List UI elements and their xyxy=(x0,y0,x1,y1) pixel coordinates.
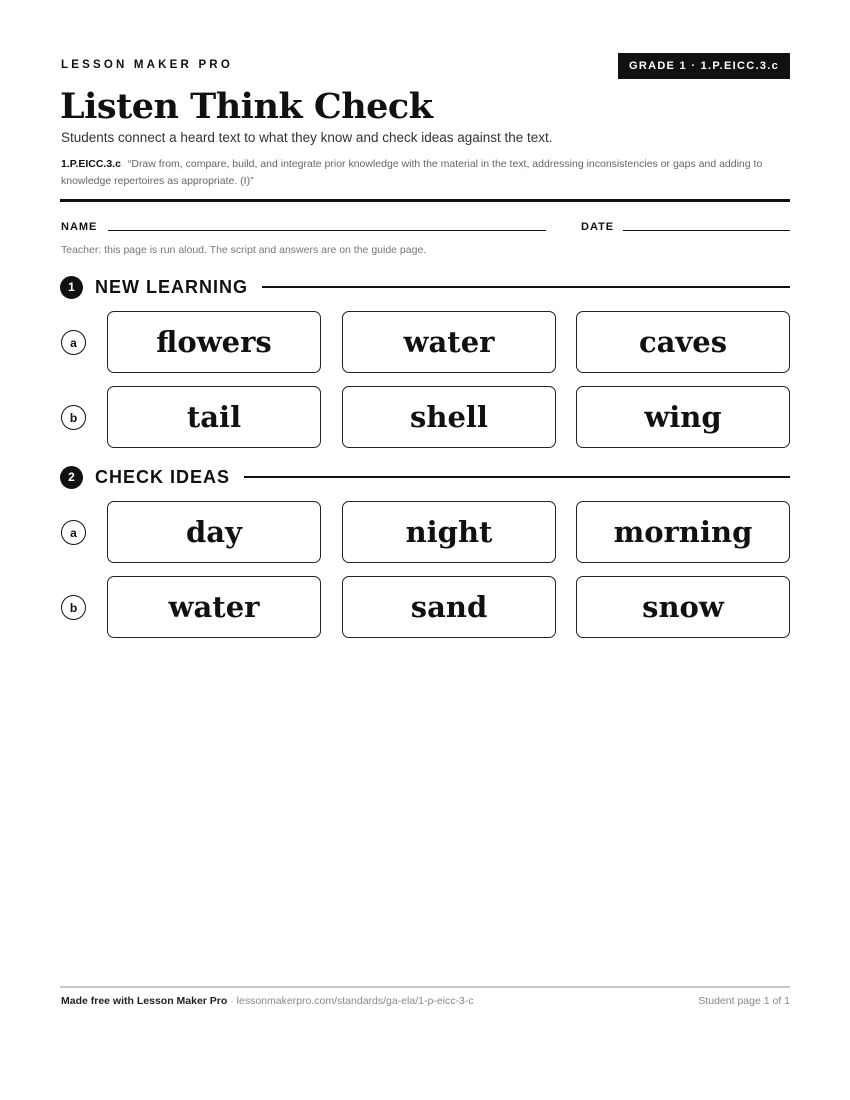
standard-code: 1.P.EICC.3.c xyxy=(61,158,121,170)
word-card[interactable]: snow xyxy=(576,576,790,638)
word-card[interactable]: wing xyxy=(576,386,790,448)
standard-text: “Draw from, compare, build, and integrate prior knowledge with the material in the text, addressing inconsistencies or gaps and adding to knowledge repertoires as appropriate. (I)” xyxy=(61,158,763,187)
row-letter: b xyxy=(61,595,86,620)
footer-url[interactable]: · lessonmakerpro.com/standards/ga-ela/1-p-eicc-3-c xyxy=(227,995,474,1007)
footer-made-with: Made free with Lesson Maker Pro xyxy=(61,995,228,1007)
section-title: NEW LEARNING xyxy=(95,276,248,297)
row-letter: a xyxy=(61,520,86,545)
section-number: 2 xyxy=(60,466,83,489)
section-divider xyxy=(244,476,790,478)
teacher-note: Teacher: this page is run aloud. The script and answers are on the guide page. xyxy=(61,244,427,256)
section-new-learning xyxy=(60,275,790,299)
word-card[interactable]: shell xyxy=(342,386,556,448)
word-card[interactable]: sand xyxy=(342,576,556,638)
word-row-2a xyxy=(60,501,790,563)
word-card[interactable]: water xyxy=(342,311,556,373)
name-label: NAME xyxy=(61,221,98,233)
section-number: 1 xyxy=(60,276,83,299)
grade-badge: GRADE 1 · 1.P.EICC.3.c xyxy=(618,53,790,79)
word-card[interactable]: flowers xyxy=(107,311,321,373)
date-field[interactable] xyxy=(623,230,790,231)
word-card[interactable]: day xyxy=(107,501,321,563)
section-title: CHECK IDEAS xyxy=(95,466,231,487)
brand-name: LESSON MAKER PRO xyxy=(61,59,233,71)
word-card[interactable]: morning xyxy=(576,501,790,563)
header-divider xyxy=(60,199,790,202)
footer-divider xyxy=(60,986,790,988)
word-row-1a xyxy=(60,311,790,373)
word-card[interactable]: tail xyxy=(107,386,321,448)
standard-description xyxy=(61,156,791,190)
word-card[interactable]: water xyxy=(107,576,321,638)
section-divider xyxy=(262,286,790,288)
word-card[interactable]: caves xyxy=(576,311,790,373)
footer-page-number: Student page 1 of 1 xyxy=(698,995,790,1007)
word-card[interactable]: night xyxy=(342,501,556,563)
word-row-1b xyxy=(60,386,790,448)
row-letter: a xyxy=(61,330,86,355)
word-row-2b xyxy=(60,576,790,638)
name-field[interactable] xyxy=(108,230,546,231)
row-letter: b xyxy=(61,405,86,430)
page-subtitle: Students connect a heard text to what they know and check ideas against the text. xyxy=(61,130,553,145)
date-label: DATE xyxy=(581,221,615,233)
section-check-ideas xyxy=(60,465,790,489)
page-title: Listen Think Check xyxy=(60,86,433,127)
footer-credit xyxy=(61,995,474,1007)
